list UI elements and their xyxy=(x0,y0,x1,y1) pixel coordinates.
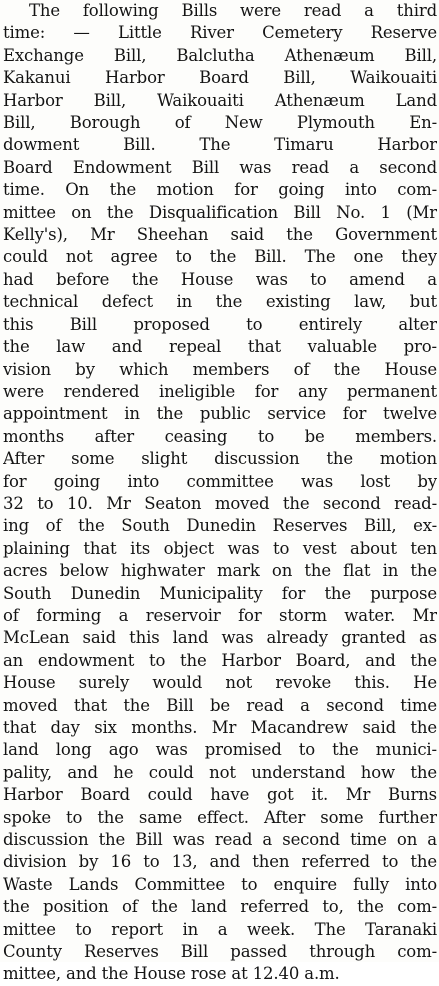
article-line: for going into committee was lost by xyxy=(3,471,437,491)
article-line: House surely would not revoke this. He xyxy=(3,673,437,693)
article-line: the law and repeal that valuable pro- xyxy=(3,337,437,357)
article-line: land long ago was promised to the munici- xyxy=(3,740,437,760)
article-line: Waste Lands Committee to enquire fully into xyxy=(3,874,437,894)
article-line: Kelly's), Mr Sheehan said the Government xyxy=(3,225,437,245)
article-line: were rendered ineligible for any permanent xyxy=(3,381,437,401)
article-line: Exchange Bill, Balclutha Athenæum Bill, xyxy=(3,45,437,65)
article-line: moved that the Bill be read a second time xyxy=(3,695,437,715)
article-line: the position of the land referred to, the com- xyxy=(3,897,437,917)
article-line: of forming a reservoir for storm water. Mr xyxy=(3,605,437,625)
article-line: dowment Bill. The Timaru Harbor xyxy=(3,135,437,155)
article-line: Harbor Bill, Waikouaiti Athenæum Land xyxy=(3,90,437,110)
article-line: 32 to 10. Mr Seaton moved the second read- xyxy=(3,493,437,513)
article-line: months after ceasing to be members. xyxy=(3,426,437,446)
article-line: mittee on the Disqualification Bill No. 1 (Mr xyxy=(3,202,437,222)
article-line: vision by which members of the House xyxy=(3,359,437,379)
article-line: ing of the South Dunedin Reserves Bill, ex- xyxy=(3,516,437,536)
article-column xyxy=(3,0,437,986)
article-line: division by 16 to 13, and then referred to the xyxy=(3,852,437,872)
article-line: plaining that its object was to vest about ten xyxy=(3,538,437,558)
article-line: The following Bills were read a third xyxy=(29,1,437,20)
article-line: could not agree to the Bill. The one they xyxy=(3,247,437,267)
article-line: had before the House was to amend a xyxy=(3,269,437,289)
article-line: discussion the Bill was read a second time on a xyxy=(3,830,437,850)
article-line: acres below highwater mark on the flat in the xyxy=(3,561,437,581)
article-line: County Reserves Bill passed through com- xyxy=(3,942,437,962)
article-line: South Dunedin Municipality for the purpose xyxy=(3,583,437,603)
article-line: pality, and he could not understand how the xyxy=(3,762,437,782)
article-line: an endowment to the Harbor Board, and the xyxy=(3,650,437,670)
article-line: mittee to report in a week. The Taranaki xyxy=(3,919,437,939)
article-line: Kakanui Harbor Board Bill, Waikouaiti xyxy=(3,68,437,88)
article-line: spoke to the same effect. After some further xyxy=(3,807,437,827)
article-line: Harbor Board could have got it. Mr Burns xyxy=(3,785,437,805)
article-line: that day six months. Mr Macandrew said the xyxy=(3,718,437,737)
article-line: mittee, and the House rose at 12.40 a.m. xyxy=(3,964,340,984)
article-line: this Bill proposed to entirely alter xyxy=(3,314,437,334)
article-line: Bill, Borough of New Plymouth En- xyxy=(3,113,437,133)
article-line: After some slight discussion the motion xyxy=(3,449,437,469)
article-line: technical defect in the existing law, but xyxy=(3,292,437,312)
article-line: time: — Little River Cemetery Reserve xyxy=(3,23,437,43)
article-line: appointment in the public service for twelve xyxy=(3,404,437,424)
article-line: Board Endowment Bill was read a second xyxy=(3,157,437,177)
article-line: McLean said this land was already granted as xyxy=(3,628,437,648)
article-line: time. On the motion for going into com- xyxy=(3,180,437,200)
